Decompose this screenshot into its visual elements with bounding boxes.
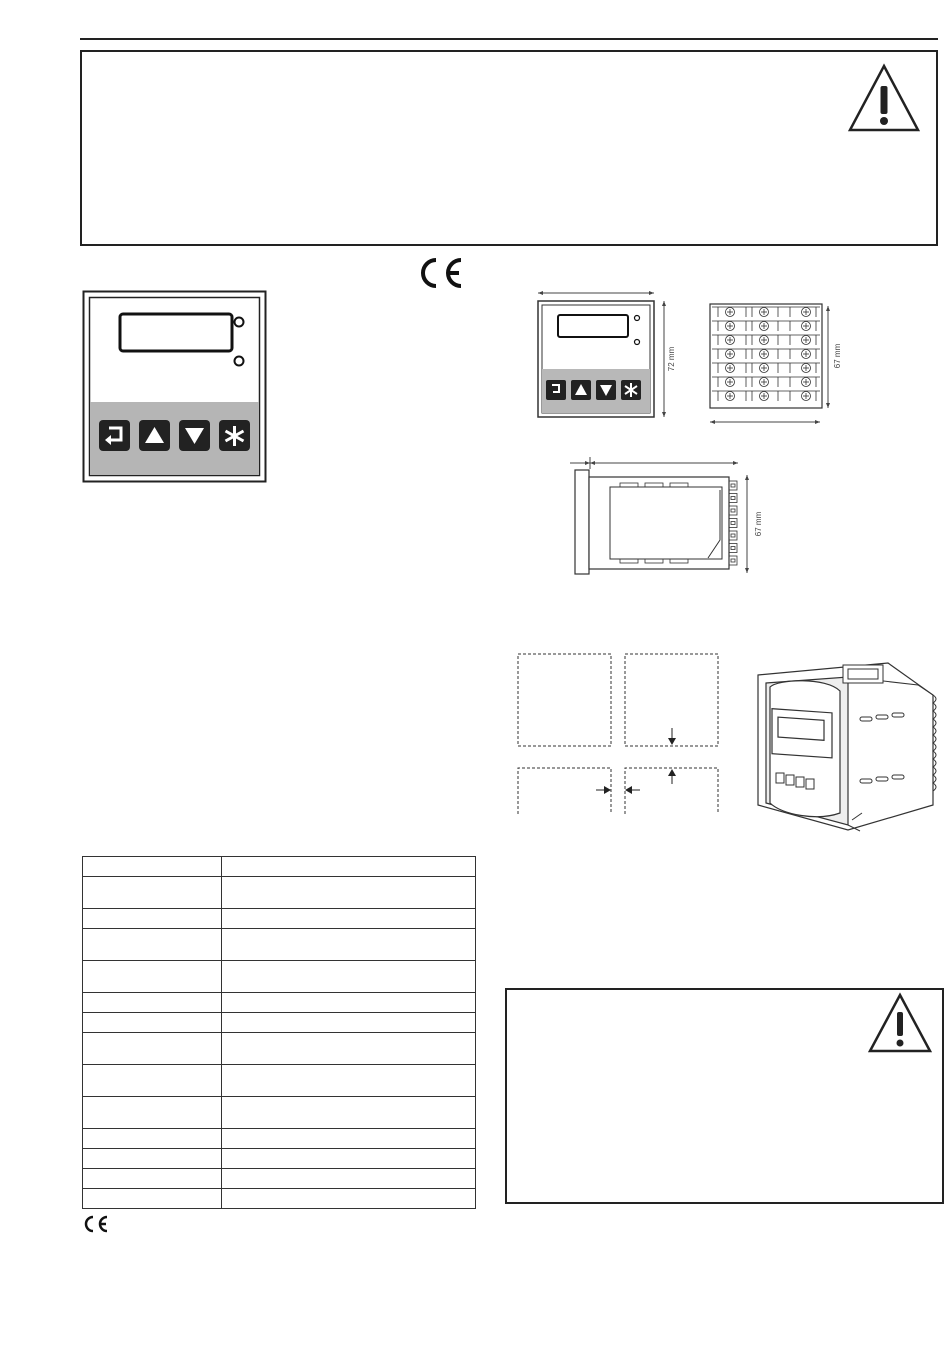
table-cell-label xyxy=(83,909,222,929)
table-cell-value xyxy=(222,1033,476,1065)
up-key-icon xyxy=(139,420,170,451)
header-rule xyxy=(80,38,938,40)
side-terminal-icon xyxy=(729,544,737,553)
table-row xyxy=(83,1129,476,1149)
asterisk-key-icon xyxy=(219,420,250,451)
table-row xyxy=(83,909,476,929)
table-cell-label xyxy=(83,1149,222,1169)
warning-triangle-small-icon xyxy=(867,992,933,1054)
table-cell-label xyxy=(83,1013,222,1033)
side-terminal-icon xyxy=(729,506,737,515)
table-cell-value xyxy=(222,1013,476,1033)
side-terminal-icon xyxy=(729,531,737,540)
controller-front-view xyxy=(82,290,268,484)
table-row xyxy=(83,1065,476,1097)
table-row xyxy=(83,1013,476,1033)
side-terminal-icon xyxy=(729,519,737,528)
side-terminal-icon xyxy=(729,494,737,503)
table-cell-value xyxy=(222,1065,476,1097)
table-cell-value xyxy=(222,857,476,877)
ce-mark-icon xyxy=(416,256,466,290)
table-cell-value xyxy=(222,1149,476,1169)
table-row xyxy=(83,857,476,877)
ce-mark-small-icon xyxy=(82,1214,110,1234)
table-cell-label xyxy=(83,1033,222,1065)
side-terminal-icon xyxy=(729,481,737,490)
terminal-height-label: 67 mm xyxy=(833,343,842,369)
table-cell-value xyxy=(222,1189,476,1209)
table-cell-label xyxy=(83,857,222,877)
table-row xyxy=(83,993,476,1013)
side-dimension-drawing xyxy=(560,455,770,585)
return-key-icon xyxy=(99,420,130,451)
table-cell-value xyxy=(222,877,476,909)
warning-triangle-icon xyxy=(846,62,922,134)
table-cell-label xyxy=(83,1169,222,1189)
table-cell-value xyxy=(222,1097,476,1129)
table-cell-value xyxy=(222,909,476,929)
table-cell-value xyxy=(222,1129,476,1149)
table-row xyxy=(83,877,476,909)
table-cell-label xyxy=(83,877,222,909)
table-cell-label xyxy=(83,993,222,1013)
panel-cutout-drawing xyxy=(510,648,730,818)
table-cell-label xyxy=(83,1129,222,1149)
bottom-warning-box xyxy=(505,988,944,1204)
down-key-icon xyxy=(179,420,210,451)
table-cell-label xyxy=(83,929,222,961)
front-height-label: 72 mm xyxy=(667,346,676,372)
table-row xyxy=(83,961,476,993)
table-cell-label xyxy=(83,1189,222,1209)
front-dimension-drawing xyxy=(530,285,680,425)
terminal-rear-drawing xyxy=(700,298,850,428)
table-cell-label xyxy=(83,1097,222,1129)
table-cell-value xyxy=(222,929,476,961)
side-terminal-icon xyxy=(729,556,737,565)
table-cell-label xyxy=(83,961,222,993)
table-cell-value xyxy=(222,1169,476,1189)
top-warning-box xyxy=(80,50,938,246)
table-row xyxy=(83,929,476,961)
table-row xyxy=(83,1169,476,1189)
side-height-label: 67 mm xyxy=(754,511,763,537)
mounting-isometric-drawing xyxy=(748,655,942,835)
table-cell-value xyxy=(222,961,476,993)
table-row xyxy=(83,1033,476,1065)
specification-table xyxy=(82,856,476,1209)
table-cell-value xyxy=(222,993,476,1013)
table-row xyxy=(83,1097,476,1129)
table-cell-label xyxy=(83,1065,222,1097)
table-row xyxy=(83,1189,476,1209)
table-row xyxy=(83,1149,476,1169)
